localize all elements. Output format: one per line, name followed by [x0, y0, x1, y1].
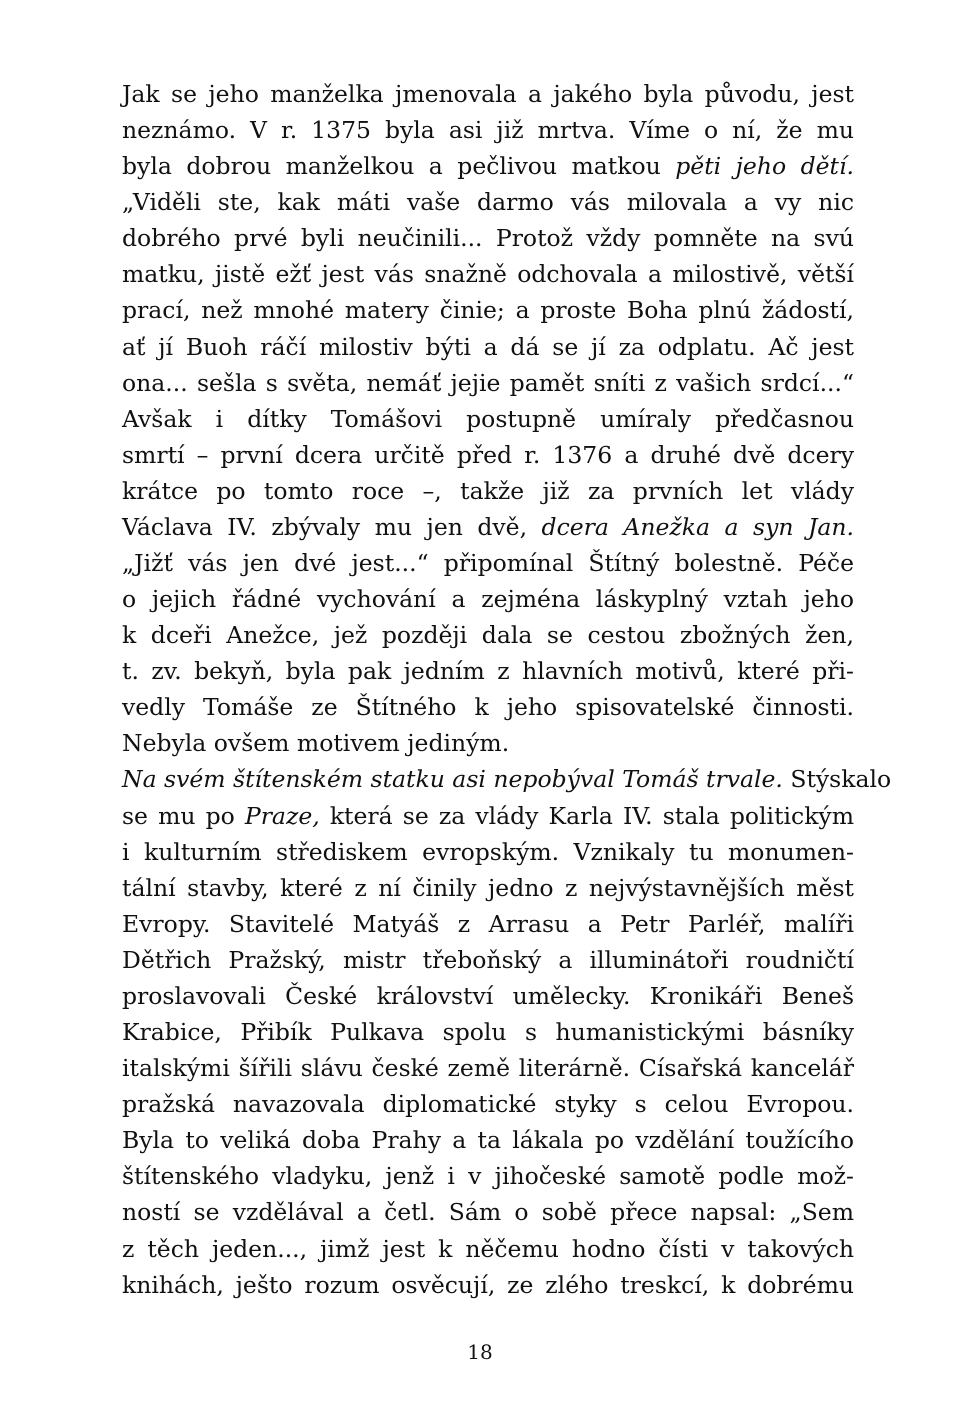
- text-run: Stýskalo: [782, 765, 892, 794]
- text-run: „Viděli ste, kak máti vaše darmo vás milovala a vy nic: [122, 188, 854, 217]
- text-line: [122, 906, 854, 942]
- text-run: ností se vzdělával a četl. Sám o sobě přece napsal: „Sem: [122, 1198, 854, 1227]
- text-line: [122, 473, 854, 509]
- text-line: [122, 834, 854, 870]
- text-line: [122, 870, 854, 906]
- text-run: Byla to veliká doba Prahy a ta lákala po vzdělání toužícího: [122, 1126, 854, 1155]
- text-run: smrtí – první dcera určitě před r. 1376 a druhé dvě dcery: [122, 440, 854, 469]
- text-line: [122, 256, 854, 292]
- text-run: ona... sešla s světa, nemáť jejie pamět sníti z vašich srdcí...“: [122, 368, 854, 397]
- text-run: Jak se jeho manželka jmenovala a jakého byla původu, jest: [122, 80, 854, 108]
- text-run: Evropy. Stavitelé Matyáš z Arrasu a Petr Parléř, malíři: [122, 909, 854, 938]
- text-run: italskými šířili slávu české země literárně. Císařská kancelář: [122, 1054, 854, 1083]
- text-line: [122, 437, 854, 473]
- italic-text: pěti jeho dětí.: [675, 152, 854, 181]
- text-run: ať jí Buoh ráčí milostiv býti a dá se jí za odplatu. Ač jest: [122, 332, 854, 361]
- text-run: i kulturním střediskem evropským. Vznikaly tu monumen-: [122, 837, 854, 866]
- text-line: [122, 725, 854, 761]
- text-run: o jejich řádné vychování a zejména láskyplný vztah jeho: [122, 585, 854, 614]
- text-line: [122, 581, 854, 617]
- text-run: Dětřich Pražský, mistr třeboňský a illuminátoři roudničtí: [122, 945, 854, 974]
- text-run: byla dobrou manželkou a pečlivou matkou: [122, 152, 676, 181]
- text-line: [122, 1267, 854, 1303]
- text-run: proslavovali České království umělecky. Kronikáři Beneš: [122, 981, 854, 1010]
- text-line: [122, 1194, 854, 1230]
- text-line: [122, 545, 854, 581]
- text-line: [122, 329, 854, 365]
- text-line: [122, 220, 854, 256]
- text-run: pražská navazovala diplomatické styky s celou Evropou.: [122, 1090, 854, 1119]
- text-run: tální stavby, které z ní činily jedno z nejvýstavnějších měst: [122, 873, 854, 902]
- text-line: [122, 1050, 854, 1086]
- text-line: [122, 689, 854, 725]
- text-line: [122, 292, 854, 328]
- italic-text: dcera Anežka a syn Jan.: [541, 512, 854, 541]
- text-line: [122, 1158, 854, 1194]
- text-run: která se za vlády Karla IV. stala politickým: [319, 801, 854, 830]
- text-line: [122, 148, 854, 184]
- text-run: knihách, ješto rozum osvěcují, ze zlého treskcí, k dobrému: [122, 1270, 854, 1299]
- text-line: [122, 401, 854, 437]
- text-run: „Jižť vás jen dvé jest...“ připomínal Štítný bolestně. Péče: [122, 549, 854, 578]
- text-line: [122, 617, 854, 653]
- text-run: Václava IV. zbývaly mu jen dvě,: [122, 512, 542, 541]
- text-line: [122, 365, 854, 401]
- text-line: [122, 112, 854, 148]
- text-line: [122, 1014, 854, 1050]
- text-line: [122, 761, 892, 797]
- text-run: dobrého prvé byli neučinili... Protož vždy pomněte na svú: [122, 224, 854, 253]
- text-line: [122, 1231, 854, 1267]
- text-run: neznámo. V r. 1375 byla asi již mrtva. Víme o ní, že mu: [122, 116, 854, 145]
- text-line: [122, 184, 854, 220]
- text-run: krátce po tomto roce –, takže již za prvních let vlády: [122, 476, 854, 505]
- text-line: [122, 76, 854, 112]
- text-line: [122, 798, 854, 834]
- text-run: k dceři Anežce, jež později dala se cestou zbožných žen,: [122, 621, 854, 650]
- text-run: matku, jistě ežť jest vás snažně odchovala a milostivě, větší: [122, 260, 854, 289]
- body-text: [122, 76, 892, 1303]
- text-line: [122, 1122, 854, 1158]
- text-line: [122, 942, 854, 978]
- text-run: Nebyla ovšem motivem jediným.: [122, 729, 510, 758]
- text-run: t. zv. bekyň, byla pak jedním z hlavních motivů, které při-: [122, 657, 854, 686]
- text-line: [122, 978, 854, 1014]
- text-line: [122, 1086, 854, 1122]
- text-run: štítenského vladyku, jenž i v jihočeské samotě podle mož-: [122, 1162, 854, 1191]
- text-run: se mu po: [122, 801, 245, 830]
- text-run: z těch jeden..., jimž jest k něčemu hodno čísti v takových: [122, 1234, 854, 1263]
- italic-text: Praze,: [244, 801, 320, 830]
- text-line: [122, 509, 854, 545]
- page-number: 18: [467, 1340, 493, 1364]
- italic-text: Na svém štítenském statku asi nepobýval Tomáš trvale.: [122, 765, 783, 794]
- text-run: prací, než mnohé matery činie; a proste Boha plnú žádostí,: [122, 296, 854, 325]
- text-run: Avšak i dítky Tomášovi postupně umíraly předčasnou: [122, 404, 854, 433]
- text-run: Krabice, Přibík Pulkava spolu s humanistickými básníky: [122, 1018, 854, 1047]
- text-run: vedly Tomáše ze Štítného k jeho spisovatelské činnosti.: [122, 693, 854, 722]
- text-line: [122, 653, 854, 689]
